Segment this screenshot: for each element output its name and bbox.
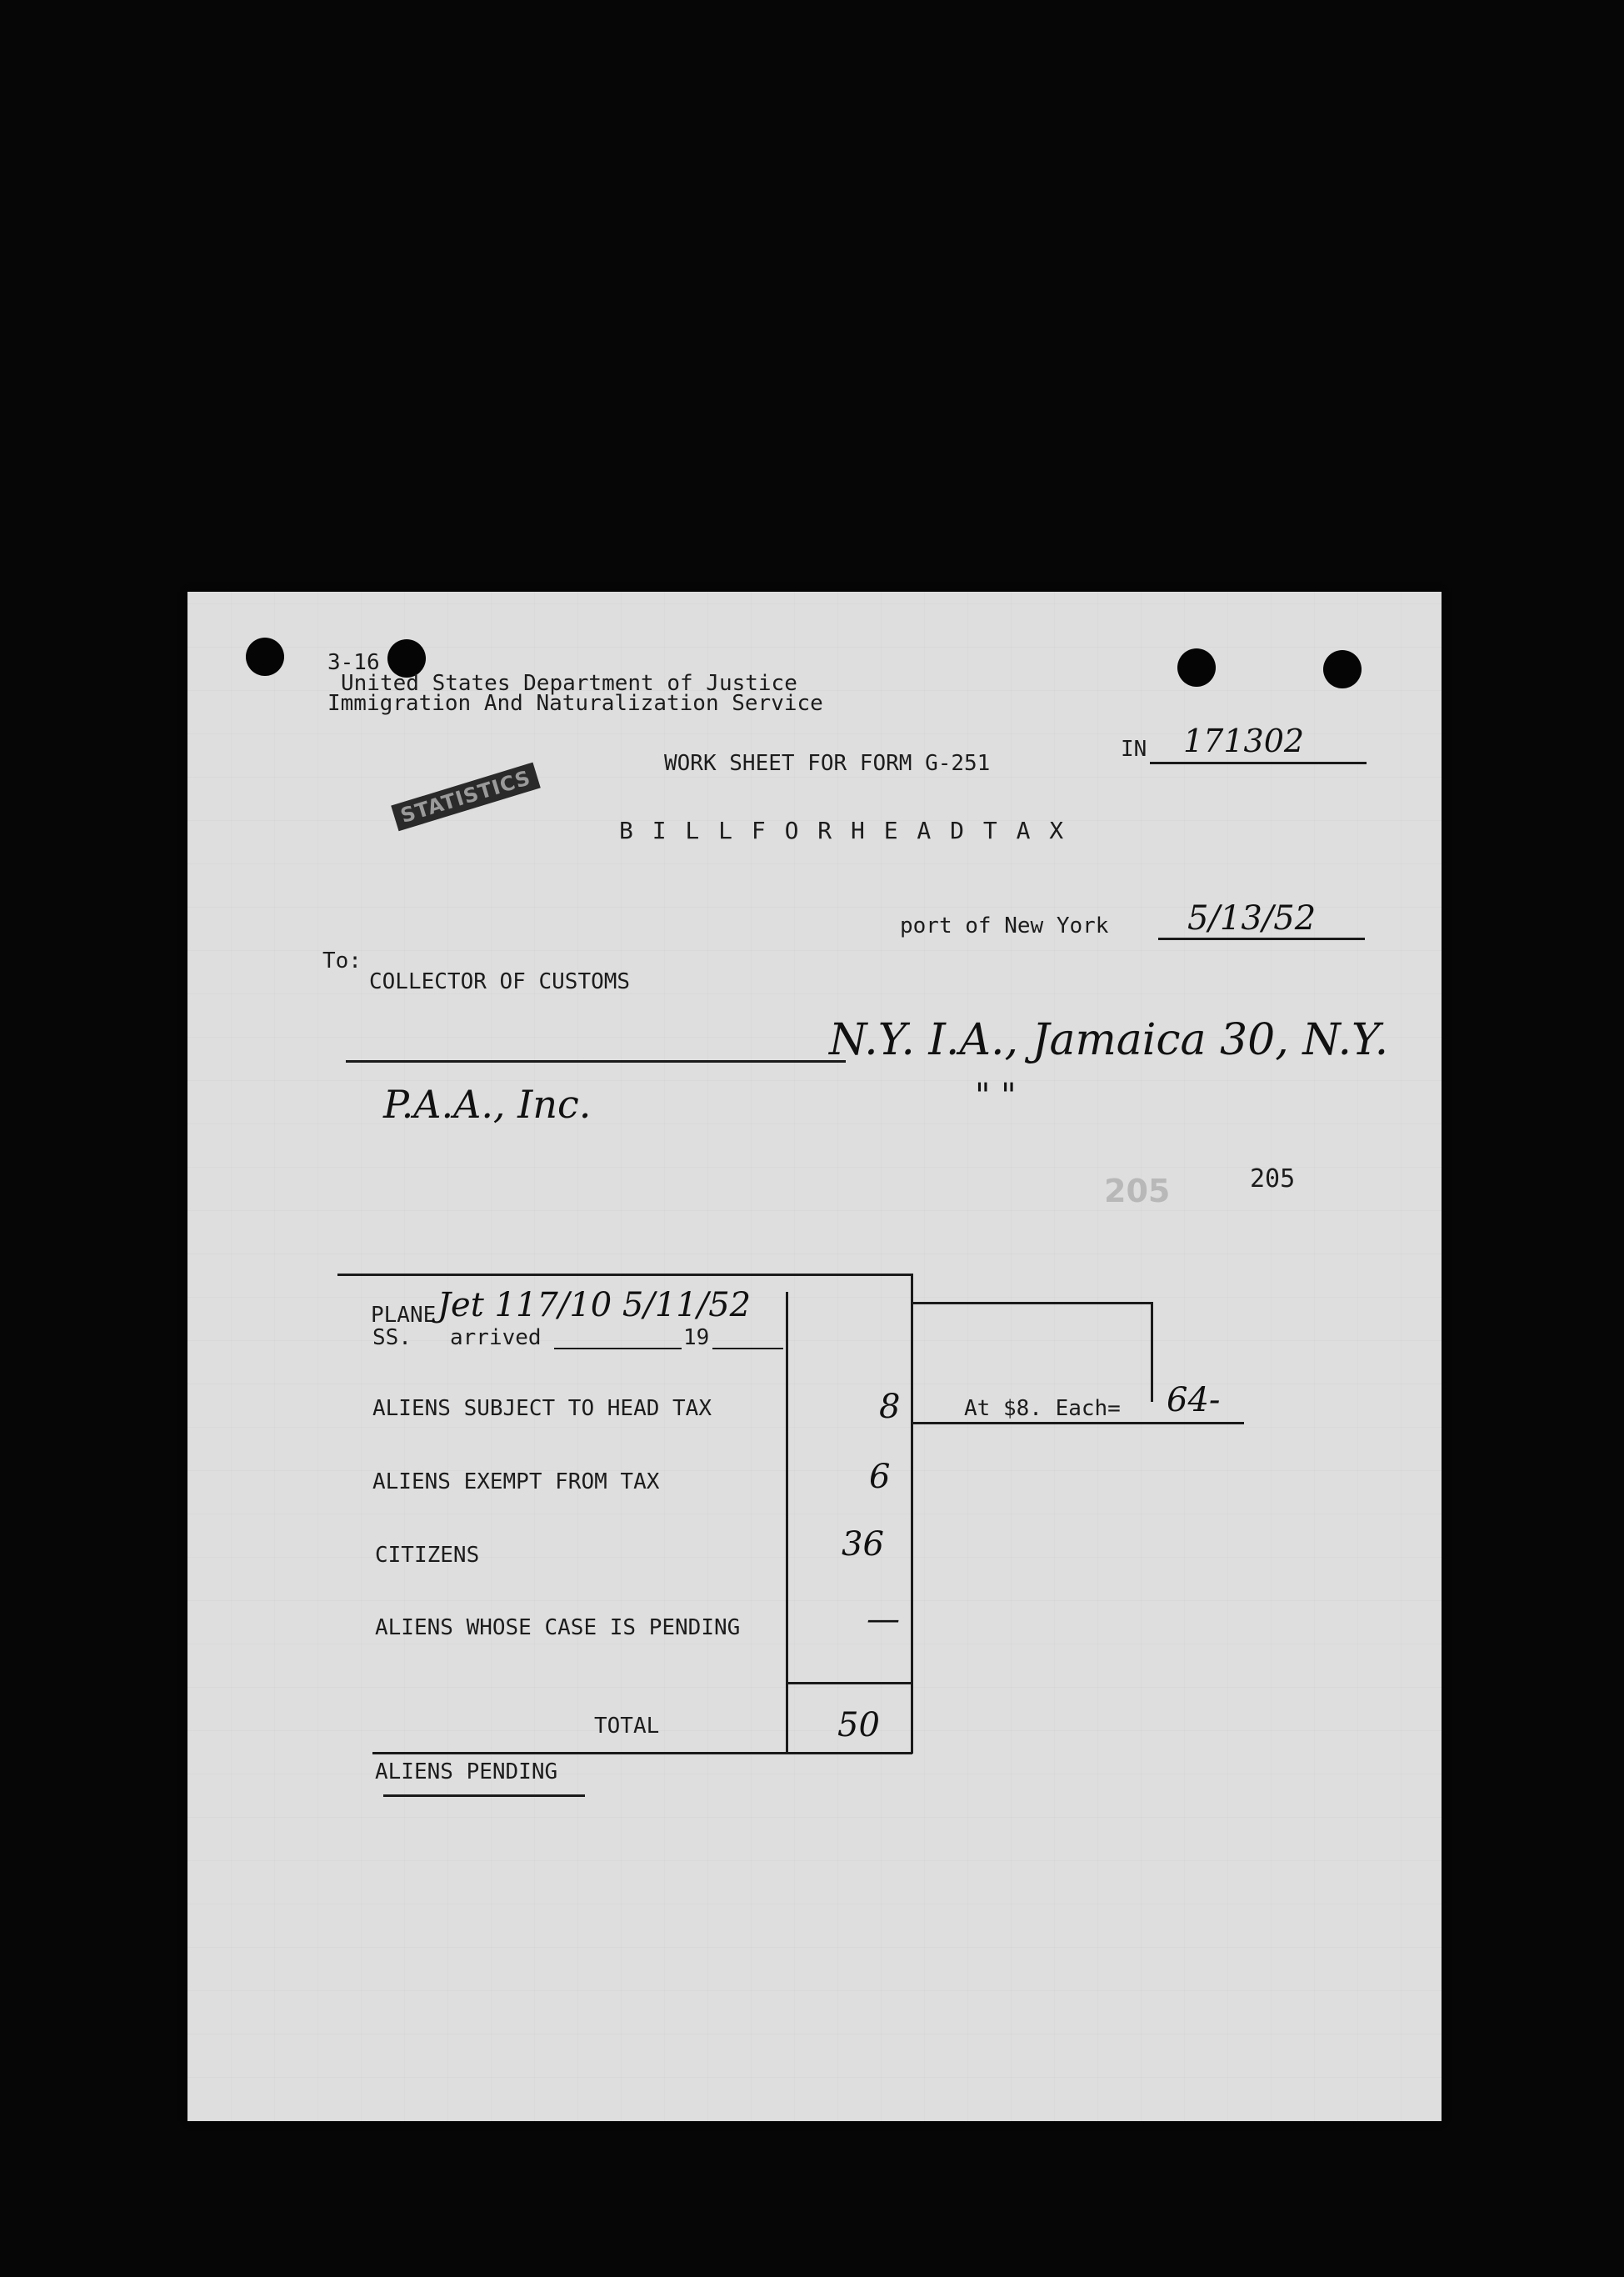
document-page (187, 592, 1442, 2121)
table-bottom-border (372, 1752, 912, 1754)
port-date: 5/13/52 (1187, 899, 1317, 938)
rate-underline (911, 1422, 1244, 1424)
rate-value: 64- (1167, 1381, 1221, 1419)
punch-hole (1177, 648, 1216, 687)
table-top-border (337, 1274, 912, 1276)
address-handwritten: N.Y. I.A., Jamaica 30, N.Y. (829, 1015, 1389, 1065)
worksheet-label: WORK SHEET FOR FORM G-251 (664, 751, 991, 776)
address-line (346, 1060, 846, 1063)
plane-label: PLANE (371, 1303, 437, 1328)
row-label-subject: ALIENS SUBJECT TO HEAD TAX (372, 1396, 712, 1421)
page-number: 205 (1250, 1164, 1296, 1194)
bill-title: B I L L F O R H E A D T A X (619, 817, 1067, 844)
in-label: IN (1121, 737, 1147, 762)
punch-hole (1323, 650, 1362, 688)
total-cell-top (786, 1682, 912, 1684)
to-label: To: (322, 948, 362, 973)
port-date-underline (1158, 938, 1365, 940)
year-value-underline (712, 1348, 783, 1349)
row-label-citizens: CITIZENS (375, 1543, 480, 1568)
ditto-marks: " " (975, 1077, 1017, 1115)
rate-box-top (911, 1302, 1152, 1304)
department-name: United States Department of Justice (341, 671, 797, 696)
aliens-pending-label: ALIENS PENDING (375, 1759, 558, 1784)
port-label: port of New York (900, 913, 1109, 938)
total-value: 50 (837, 1706, 880, 1744)
row-label-pending: ALIENS WHOSE CASE IS PENDING (375, 1615, 741, 1640)
total-label: TOTAL (594, 1714, 660, 1739)
row-label-exempt: ALIENS EXEMPT FROM TAX (372, 1469, 660, 1494)
faint-stamp-number: 205 (1104, 1173, 1171, 1209)
plane-value: Jet 117/10 5/11/52 (437, 1286, 752, 1324)
row-value-subject: 8 (879, 1388, 901, 1426)
rate-box-right (1151, 1302, 1153, 1402)
year-prefix: 19 (683, 1325, 710, 1350)
statistics-stamp: STATISTICS (391, 763, 540, 832)
row-value-exempt: 6 (869, 1458, 891, 1496)
year-underline (619, 1348, 682, 1349)
punch-hole (246, 638, 284, 676)
company-handwritten: P.A.A., Inc. (383, 1082, 592, 1127)
in-underline (1150, 762, 1367, 764)
service-name: Immigration And Naturalization Service (327, 691, 823, 716)
ss-label: SS. (372, 1325, 412, 1350)
collector-name: COLLECTOR OF CUSTOMS (369, 969, 631, 994)
arrived-label: arrived (450, 1325, 542, 1350)
row-value-pending: — (867, 1600, 900, 1639)
row-value-citizens: 36 (842, 1525, 884, 1564)
rate-label: At $8. Each= (964, 1396, 1121, 1421)
form-number: 3-16 (327, 650, 380, 675)
aliens-pending-underline (383, 1794, 585, 1797)
arrived-underline (554, 1348, 619, 1349)
in-number: 171302 (1183, 723, 1305, 759)
